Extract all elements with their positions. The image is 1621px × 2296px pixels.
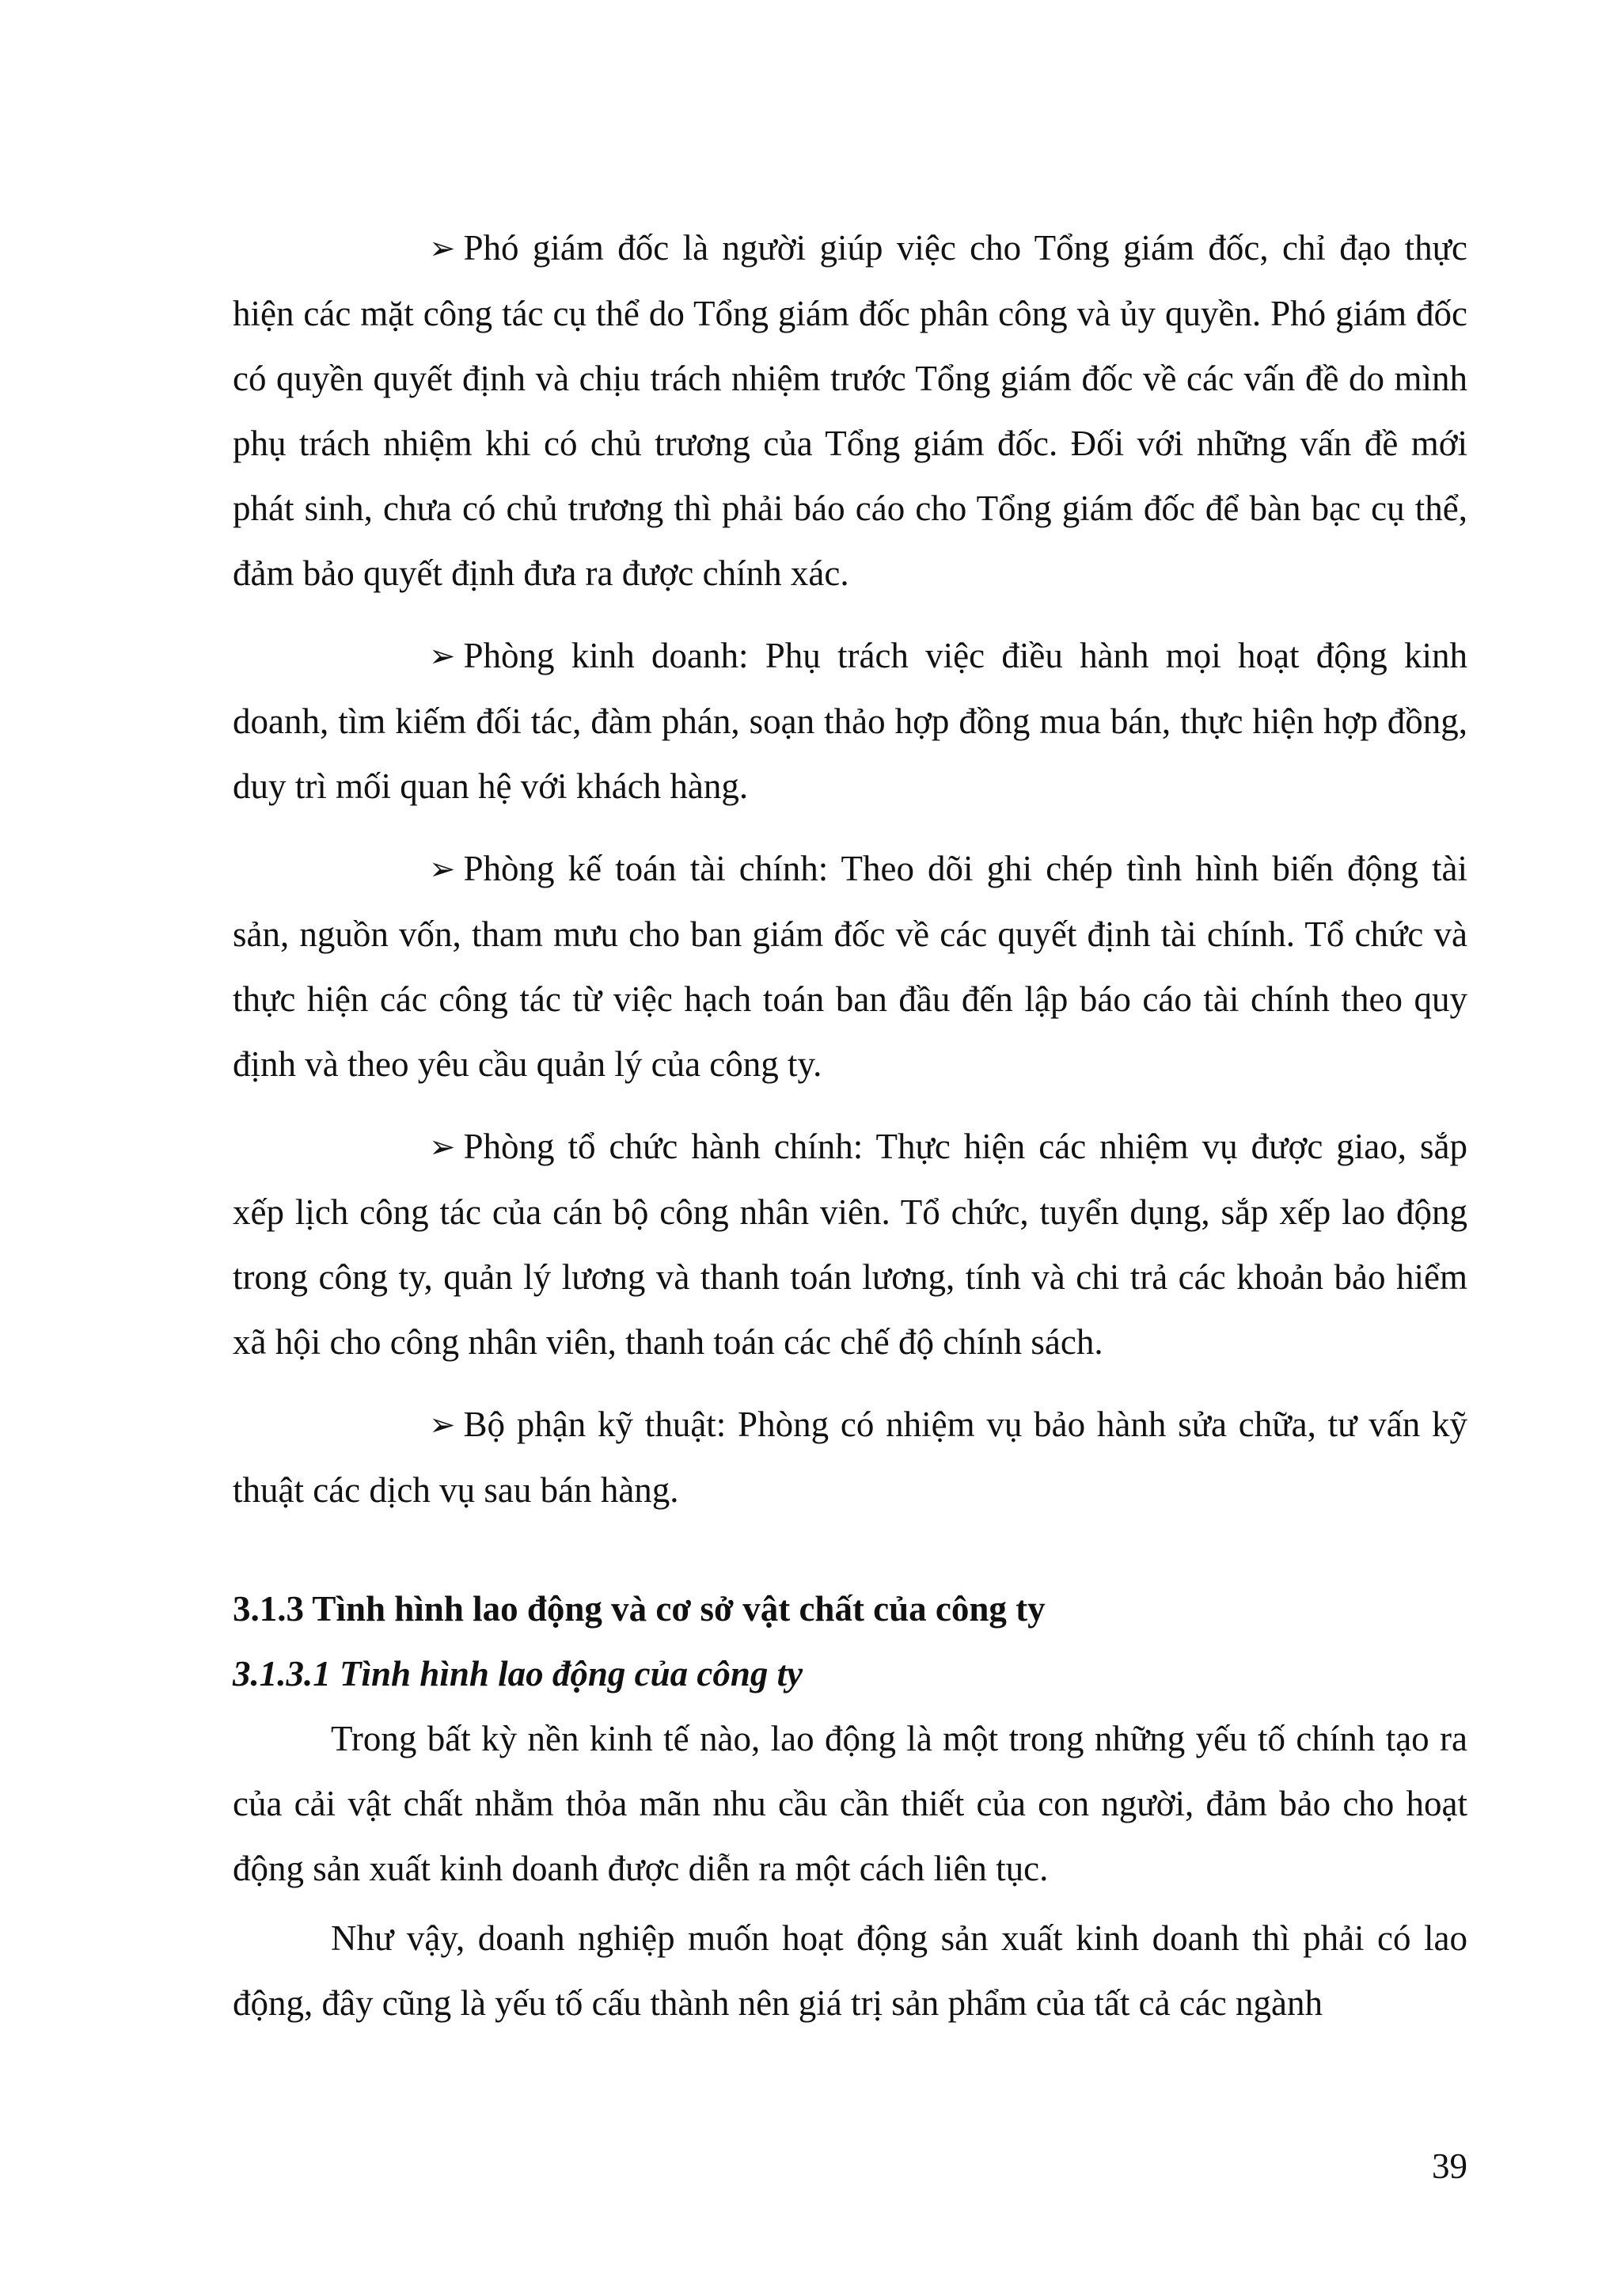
- page-number: 39: [1432, 2146, 1467, 2186]
- bullet-text: Phó giám đốc là người giúp việc cho Tổng giám đốc, chỉ đạo thực hiện các mặt công tác cụ thể do Tổng giám đốc phân công và ủy quyền. Phó giám đốc có quyền quyết định và chịu trách nhiệm trước Tổng giám đốc về các vấn đề do mình phụ trách nhiệm khi có chủ trương của Tổng giám đốc. Đối với những vấn đề mới phát sinh, chưa có chủ trương thì phải báo cáo cho Tổng giám đốc để bàn bạc cụ thể, đảm bảo quyết định đưa ra được chính xác.: [233, 228, 1467, 593]
- body-paragraph: Trong bất kỳ nền kinh tế nào, lao động là một trong những yếu tố chính tạo ra của cải vật chất nhằm thỏa mãn nhu cầu cần thiết của con người, đảm bảo cho hoạt động sản xuất kinh doanh được diễn ra một cách liên tục.: [233, 1719, 1467, 1888]
- bullet-text: Phòng kế toán tài chính: Theo dõi ghi chép tình hình biến động tài sản, nguồn vốn, tham mưu cho ban giám đốc về các quyết định tài chính. Tổ chức và thực hiện các công tác từ việc hạch toán ban đầu đến lập báo cáo tài chính theo quy định và theo yêu cầu quản lý của công ty.: [233, 849, 1467, 1084]
- body-paragraph: Như vậy, doanh nghiệp muốn hoạt động sản xuất kinh doanh thì phải có lao động, đây cũng là yếu tố cấu thành nên giá trị sản phẩm của tất cả các ngành: [233, 1918, 1467, 2023]
- bullet-paragraph: [233, 836, 1467, 1097]
- arrow-bullet-icon: ➢: [429, 638, 456, 674]
- page-content: [233, 215, 1467, 2040]
- section-heading: 3.1.3 Tình hình lao động và cơ sở vật chất của công ty: [233, 1589, 1046, 1629]
- bullet-text: Phòng tổ chức hành chính: Thực hiện các nhiệm vụ được giao, sắp xếp lịch công tác của cán bộ công nhân viên. Tổ chức, tuyển dụng, sắp xếp lao động trong công ty, quản lý lương và thanh toán lương, tính và chi trả các khoản bảo hiểm xã hội cho công nhân viên, thanh toán các chế độ chính sách.: [233, 1127, 1467, 1362]
- arrow-bullet-icon: ➢: [429, 1129, 456, 1165]
- arrow-bullet-icon: ➢: [429, 851, 456, 887]
- bullet-text: Phòng kinh doanh: Phụ trách việc điều hành mọi hoạt động kinh doanh, tìm kiếm đối tác, đàm phán, soạn thảo hợp đồng mua bán, thực hiện hợp đồng, duy trì mối quan hệ với khách hàng.: [233, 636, 1467, 806]
- bullet-paragraph: [233, 623, 1467, 819]
- arrow-bullet-icon: ➢: [429, 230, 456, 266]
- bullet-paragraph: [233, 215, 1467, 606]
- bullet-paragraph: [233, 1114, 1467, 1374]
- bullet-paragraph: [233, 1392, 1467, 1522]
- subsection-heading: 3.1.3.1 Tình hình lao động của công ty: [233, 1654, 803, 1693]
- bullet-text: Bộ phận kỹ thuật: Phòng có nhiệm vụ bảo hành sửa chữa, tư vấn kỹ thuật các dịch vụ sau bán hàng.: [233, 1405, 1467, 1510]
- arrow-bullet-icon: ➢: [429, 1407, 456, 1443]
